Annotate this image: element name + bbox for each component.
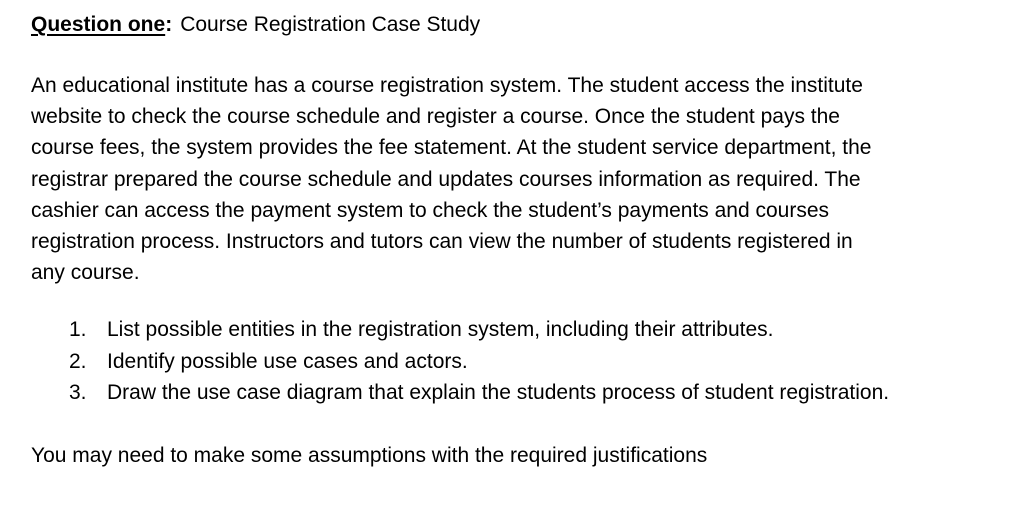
- assumptions-note: You may need to make some assumptions with the required justifications: [31, 444, 708, 468]
- question-colon: :: [165, 13, 173, 36]
- task-text: Identify possible use cases and actors.: [107, 349, 468, 373]
- case-description-line: course fees, the system provides the fee statement. At the student service department, the: [31, 136, 872, 160]
- task-number: 2.: [69, 349, 87, 373]
- task-text: List possible entities in the registration system, including their attributes.: [107, 318, 774, 342]
- case-description-line: cashier can access the payment system to check the student’s payments and courses: [31, 198, 830, 222]
- task-number: 3.: [69, 380, 87, 404]
- task-list: [31, 314, 1024, 408]
- task-item: [69, 377, 1024, 408]
- question-label: Question one: [31, 13, 166, 36]
- case-description-line: An educational institute has a course registration system. The student access the institute: [31, 74, 863, 97]
- task-number: 1.: [69, 318, 87, 342]
- task-text: Draw the use case diagram that explain the students process of student registration.: [107, 380, 890, 404]
- question-heading: [31, 10, 1024, 40]
- case-description-line: registrar prepared the course schedule and updates courses information as required. The: [31, 167, 861, 191]
- case-description: [31, 70, 981, 288]
- case-description-line: registration process. Instructors and tutors can view the number of students registered in: [31, 230, 853, 254]
- task-item: [69, 314, 1024, 345]
- case-description-line: website to check the course schedule and register a course. Once the student pays the: [31, 105, 840, 129]
- case-study-title: Course Registration Case Study: [180, 13, 481, 36]
- task-item: [69, 346, 1024, 377]
- case-description-line: any course.: [31, 261, 140, 285]
